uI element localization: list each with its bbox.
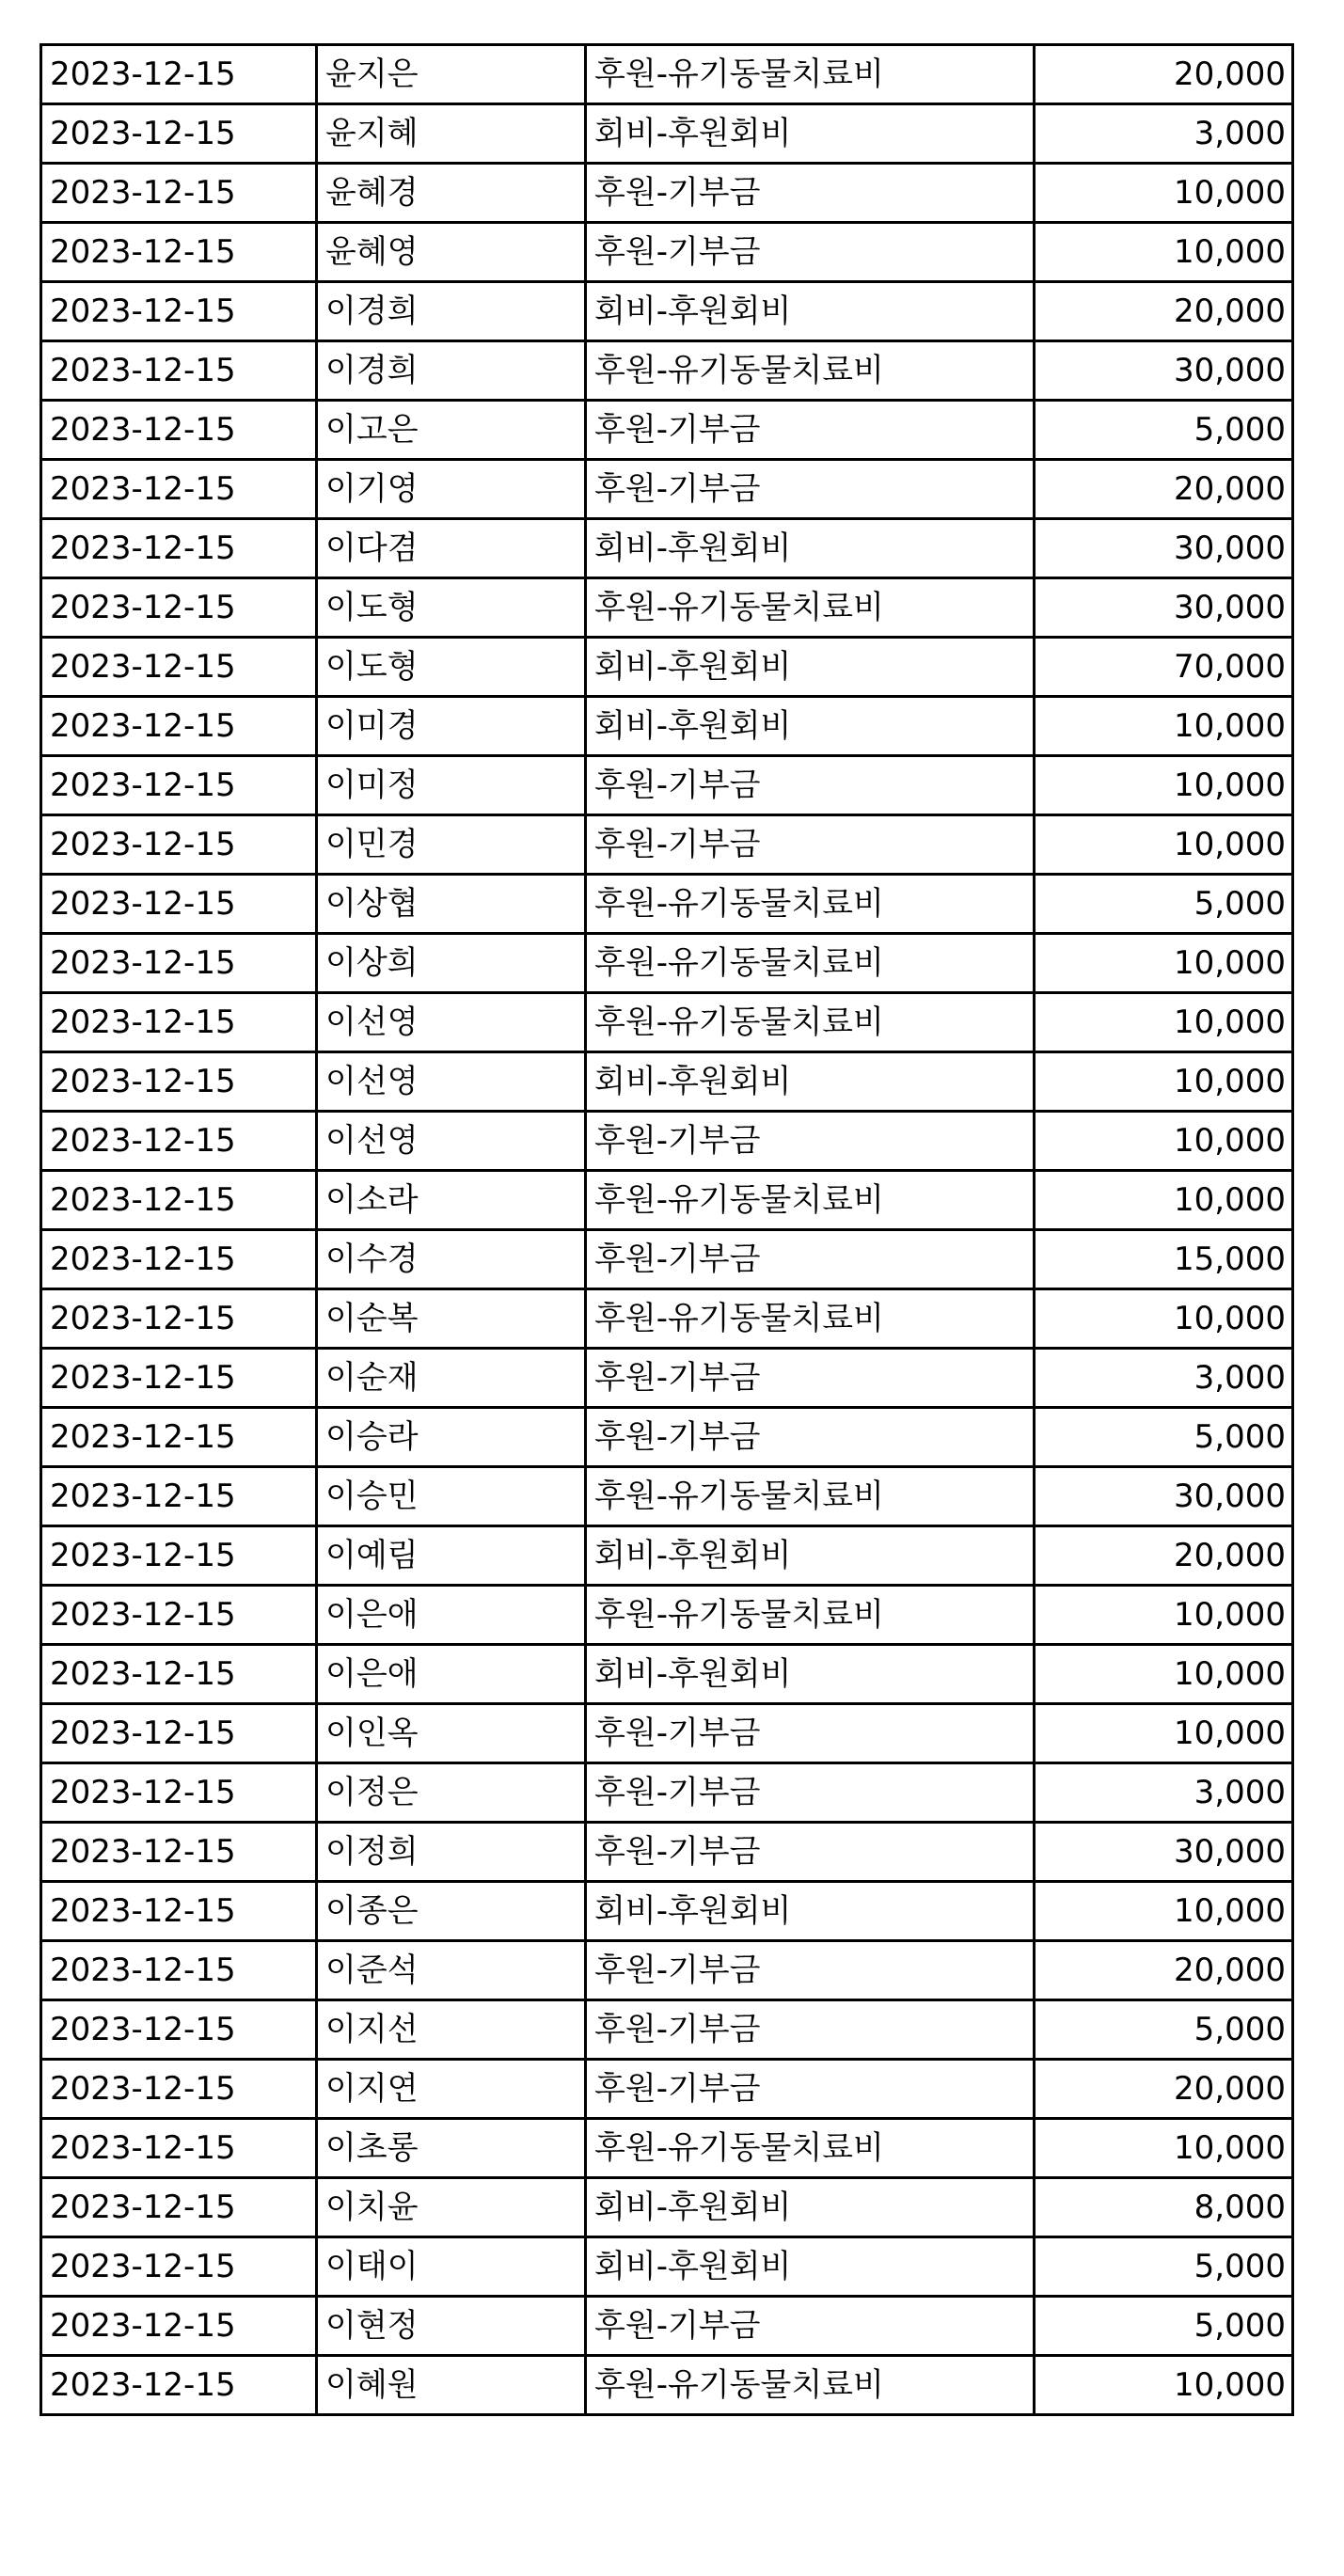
table-row xyxy=(41,1645,1293,1704)
date-cell: 2023-12-15 xyxy=(41,756,317,815)
category-cell: 후원-유기동물치료비 xyxy=(586,1289,1035,1349)
table-row xyxy=(41,223,1293,282)
category-cell: 회비-후원회비 xyxy=(586,638,1035,697)
category-cell: 후원-유기동물치료비 xyxy=(586,1171,1035,1230)
amount-cell: 20,000 xyxy=(1035,45,1293,104)
category-cell: 후원-유기동물치료비 xyxy=(586,341,1035,401)
table-row xyxy=(41,875,1293,934)
table-row xyxy=(41,934,1293,993)
table-row xyxy=(41,1763,1293,1823)
donor-name-cell: 이고은 xyxy=(317,401,586,460)
amount-cell: 3,000 xyxy=(1035,1763,1293,1823)
date-cell: 2023-12-15 xyxy=(41,2060,317,2119)
date-cell: 2023-12-15 xyxy=(41,1230,317,1289)
category-cell: 회비-후원회비 xyxy=(586,1052,1035,1112)
table-row xyxy=(41,697,1293,756)
date-cell: 2023-12-15 xyxy=(41,1349,317,1408)
date-cell: 2023-12-15 xyxy=(41,164,317,223)
amount-cell: 10,000 xyxy=(1035,2119,1293,2178)
table-row xyxy=(41,1171,1293,1230)
donor-name-cell: 이종은 xyxy=(317,1882,586,1941)
table-row xyxy=(41,578,1293,638)
category-cell: 후원-유기동물치료비 xyxy=(586,578,1035,638)
table-row xyxy=(41,1823,1293,1882)
category-cell: 회비-후원회비 xyxy=(586,2178,1035,2237)
amount-cell: 8,000 xyxy=(1035,2178,1293,2237)
amount-cell: 10,000 xyxy=(1035,1289,1293,1349)
amount-cell: 10,000 xyxy=(1035,223,1293,282)
table-row xyxy=(41,1349,1293,1408)
category-cell: 회비-후원회비 xyxy=(586,697,1035,756)
table-row xyxy=(41,1526,1293,1586)
category-cell: 후원-기부금 xyxy=(586,2060,1035,2119)
table-row xyxy=(41,2297,1293,2356)
date-cell: 2023-12-15 xyxy=(41,993,317,1052)
donor-name-cell: 이지연 xyxy=(317,2060,586,2119)
ledger-body xyxy=(41,45,1293,2415)
amount-cell: 20,000 xyxy=(1035,2060,1293,2119)
donor-name-cell: 이순복 xyxy=(317,1289,586,1349)
table-row xyxy=(41,1230,1293,1289)
table-row xyxy=(41,2000,1293,2060)
date-cell: 2023-12-15 xyxy=(41,1526,317,1586)
category-cell: 후원-기부금 xyxy=(586,2000,1035,2060)
donor-name-cell: 이치윤 xyxy=(317,2178,586,2237)
category-cell: 후원-기부금 xyxy=(586,1704,1035,1763)
amount-cell: 10,000 xyxy=(1035,815,1293,875)
donor-name-cell: 이선영 xyxy=(317,993,586,1052)
amount-cell: 3,000 xyxy=(1035,104,1293,164)
date-cell: 2023-12-15 xyxy=(41,1289,317,1349)
amount-cell: 10,000 xyxy=(1035,934,1293,993)
donor-name-cell: 이민경 xyxy=(317,815,586,875)
date-cell: 2023-12-15 xyxy=(41,1704,317,1763)
category-cell: 후원-유기동물치료비 xyxy=(586,993,1035,1052)
donor-name-cell: 이준석 xyxy=(317,1941,586,2000)
date-cell: 2023-12-15 xyxy=(41,282,317,341)
amount-cell: 10,000 xyxy=(1035,756,1293,815)
donor-name-cell: 이정희 xyxy=(317,1823,586,1882)
amount-cell: 5,000 xyxy=(1035,2297,1293,2356)
donor-name-cell: 이지선 xyxy=(317,2000,586,2060)
amount-cell: 10,000 xyxy=(1035,993,1293,1052)
date-cell: 2023-12-15 xyxy=(41,934,317,993)
amount-cell: 5,000 xyxy=(1035,1408,1293,1467)
date-cell: 2023-12-15 xyxy=(41,1171,317,1230)
amount-cell: 30,000 xyxy=(1035,1823,1293,1882)
donor-name-cell: 이승민 xyxy=(317,1467,586,1526)
category-cell: 후원-기부금 xyxy=(586,401,1035,460)
date-cell: 2023-12-15 xyxy=(41,1586,317,1645)
date-cell: 2023-12-15 xyxy=(41,2000,317,2060)
donor-name-cell: 이상협 xyxy=(317,875,586,934)
date-cell: 2023-12-15 xyxy=(41,519,317,578)
amount-cell: 70,000 xyxy=(1035,638,1293,697)
date-cell: 2023-12-15 xyxy=(41,401,317,460)
category-cell: 후원-기부금 xyxy=(586,1112,1035,1171)
category-cell: 회비-후원회비 xyxy=(586,519,1035,578)
category-cell: 회비-후원회비 xyxy=(586,1526,1035,1586)
table-row xyxy=(41,1941,1293,2000)
date-cell: 2023-12-15 xyxy=(41,1408,317,1467)
date-cell: 2023-12-15 xyxy=(41,578,317,638)
date-cell: 2023-12-15 xyxy=(41,2119,317,2178)
donor-name-cell: 이기영 xyxy=(317,460,586,519)
category-cell: 후원-기부금 xyxy=(586,815,1035,875)
category-cell: 후원-기부금 xyxy=(586,223,1035,282)
date-cell: 2023-12-15 xyxy=(41,2356,317,2415)
category-cell: 후원-기부금 xyxy=(586,756,1035,815)
table-row xyxy=(41,341,1293,401)
table-row xyxy=(41,45,1293,104)
amount-cell: 10,000 xyxy=(1035,2356,1293,2415)
amount-cell: 20,000 xyxy=(1035,282,1293,341)
donor-name-cell: 이도형 xyxy=(317,638,586,697)
table-row xyxy=(41,401,1293,460)
table-row xyxy=(41,2060,1293,2119)
amount-cell: 5,000 xyxy=(1035,875,1293,934)
donor-name-cell: 이인옥 xyxy=(317,1704,586,1763)
table-row xyxy=(41,815,1293,875)
date-cell: 2023-12-15 xyxy=(41,1882,317,1941)
amount-cell: 15,000 xyxy=(1035,1230,1293,1289)
category-cell: 회비-후원회비 xyxy=(586,1882,1035,1941)
category-cell: 후원-기부금 xyxy=(586,460,1035,519)
table-row xyxy=(41,104,1293,164)
category-cell: 후원-기부금 xyxy=(586,1823,1035,1882)
table-row xyxy=(41,1882,1293,1941)
category-cell: 후원-기부금 xyxy=(586,2297,1035,2356)
date-cell: 2023-12-15 xyxy=(41,104,317,164)
donor-name-cell: 이상희 xyxy=(317,934,586,993)
date-cell: 2023-12-15 xyxy=(41,341,317,401)
date-cell: 2023-12-15 xyxy=(41,1112,317,1171)
category-cell: 후원-기부금 xyxy=(586,1349,1035,1408)
category-cell: 회비-후원회비 xyxy=(586,1645,1035,1704)
table-row xyxy=(41,2178,1293,2237)
amount-cell: 5,000 xyxy=(1035,401,1293,460)
date-cell: 2023-12-15 xyxy=(41,2237,317,2297)
date-cell: 2023-12-15 xyxy=(41,697,317,756)
category-cell: 후원-기부금 xyxy=(586,1763,1035,1823)
amount-cell: 30,000 xyxy=(1035,1467,1293,1526)
date-cell: 2023-12-15 xyxy=(41,2297,317,2356)
amount-cell: 30,000 xyxy=(1035,341,1293,401)
amount-cell: 30,000 xyxy=(1035,578,1293,638)
amount-cell: 5,000 xyxy=(1035,2000,1293,2060)
amount-cell: 20,000 xyxy=(1035,460,1293,519)
amount-cell: 10,000 xyxy=(1035,1645,1293,1704)
date-cell: 2023-12-15 xyxy=(41,1467,317,1526)
category-cell: 후원-기부금 xyxy=(586,1408,1035,1467)
donor-name-cell: 이승라 xyxy=(317,1408,586,1467)
donor-name-cell: 이미경 xyxy=(317,697,586,756)
donor-name-cell: 이혜원 xyxy=(317,2356,586,2415)
category-cell: 후원-기부금 xyxy=(586,1230,1035,1289)
amount-cell: 30,000 xyxy=(1035,519,1293,578)
donor-name-cell: 이정은 xyxy=(317,1763,586,1823)
date-cell: 2023-12-15 xyxy=(41,45,317,104)
amount-cell: 10,000 xyxy=(1035,1171,1293,1230)
category-cell: 회비-후원회비 xyxy=(586,2237,1035,2297)
amount-cell: 10,000 xyxy=(1035,1052,1293,1112)
donor-name-cell: 이순재 xyxy=(317,1349,586,1408)
date-cell: 2023-12-15 xyxy=(41,815,317,875)
amount-cell: 10,000 xyxy=(1035,164,1293,223)
donor-name-cell: 이현정 xyxy=(317,2297,586,2356)
category-cell: 후원-유기동물치료비 xyxy=(586,45,1035,104)
donor-name-cell: 이미정 xyxy=(317,756,586,815)
date-cell: 2023-12-15 xyxy=(41,1941,317,2000)
table-row xyxy=(41,1408,1293,1467)
category-cell: 후원-기부금 xyxy=(586,164,1035,223)
category-cell: 후원-유기동물치료비 xyxy=(586,2119,1035,2178)
category-cell: 후원-유기동물치료비 xyxy=(586,2356,1035,2415)
donor-name-cell: 윤혜영 xyxy=(317,223,586,282)
donor-name-cell: 윤지혜 xyxy=(317,104,586,164)
donor-name-cell: 이은애 xyxy=(317,1586,586,1645)
donor-name-cell: 이예림 xyxy=(317,1526,586,1586)
donation-ledger-table xyxy=(40,43,1294,2416)
table-row xyxy=(41,993,1293,1052)
table-row xyxy=(41,756,1293,815)
amount-cell: 20,000 xyxy=(1035,1526,1293,1586)
amount-cell: 10,000 xyxy=(1035,1112,1293,1171)
table-row xyxy=(41,1289,1293,1349)
table-row xyxy=(41,1112,1293,1171)
donor-name-cell: 이선영 xyxy=(317,1112,586,1171)
table-row xyxy=(41,519,1293,578)
amount-cell: 10,000 xyxy=(1035,1704,1293,1763)
table-row xyxy=(41,1704,1293,1763)
date-cell: 2023-12-15 xyxy=(41,875,317,934)
date-cell: 2023-12-15 xyxy=(41,1823,317,1882)
category-cell: 후원-유기동물치료비 xyxy=(586,934,1035,993)
donor-name-cell: 이다겸 xyxy=(317,519,586,578)
date-cell: 2023-12-15 xyxy=(41,1052,317,1112)
table-row xyxy=(41,1467,1293,1526)
amount-cell: 10,000 xyxy=(1035,1586,1293,1645)
donor-name-cell: 이소라 xyxy=(317,1171,586,1230)
amount-cell: 20,000 xyxy=(1035,1941,1293,2000)
table-row xyxy=(41,282,1293,341)
donor-name-cell: 이선영 xyxy=(317,1052,586,1112)
donor-name-cell: 이은애 xyxy=(317,1645,586,1704)
category-cell: 후원-기부금 xyxy=(586,1941,1035,2000)
donor-name-cell: 이초롱 xyxy=(317,2119,586,2178)
table-row xyxy=(41,2119,1293,2178)
table-row xyxy=(41,1586,1293,1645)
table-row xyxy=(41,2356,1293,2415)
donor-name-cell: 이경희 xyxy=(317,341,586,401)
category-cell: 회비-후원회비 xyxy=(586,282,1035,341)
table-row xyxy=(41,638,1293,697)
donor-name-cell: 이경희 xyxy=(317,282,586,341)
table-row xyxy=(41,2237,1293,2297)
amount-cell: 3,000 xyxy=(1035,1349,1293,1408)
amount-cell: 10,000 xyxy=(1035,697,1293,756)
category-cell: 회비-후원회비 xyxy=(586,104,1035,164)
date-cell: 2023-12-15 xyxy=(41,2178,317,2237)
table-row xyxy=(41,164,1293,223)
donor-name-cell: 이도형 xyxy=(317,578,586,638)
amount-cell: 5,000 xyxy=(1035,2237,1293,2297)
date-cell: 2023-12-15 xyxy=(41,223,317,282)
donor-name-cell: 이수경 xyxy=(317,1230,586,1289)
category-cell: 후원-유기동물치료비 xyxy=(586,875,1035,934)
table-row xyxy=(41,1052,1293,1112)
donor-name-cell: 윤지은 xyxy=(317,45,586,104)
category-cell: 후원-유기동물치료비 xyxy=(586,1586,1035,1645)
date-cell: 2023-12-15 xyxy=(41,1763,317,1823)
table-row xyxy=(41,460,1293,519)
amount-cell: 10,000 xyxy=(1035,1882,1293,1941)
donor-name-cell: 윤혜경 xyxy=(317,164,586,223)
date-cell: 2023-12-15 xyxy=(41,1645,317,1704)
date-cell: 2023-12-15 xyxy=(41,638,317,697)
donor-name-cell: 이태이 xyxy=(317,2237,586,2297)
category-cell: 후원-유기동물치료비 xyxy=(586,1467,1035,1526)
date-cell: 2023-12-15 xyxy=(41,460,317,519)
